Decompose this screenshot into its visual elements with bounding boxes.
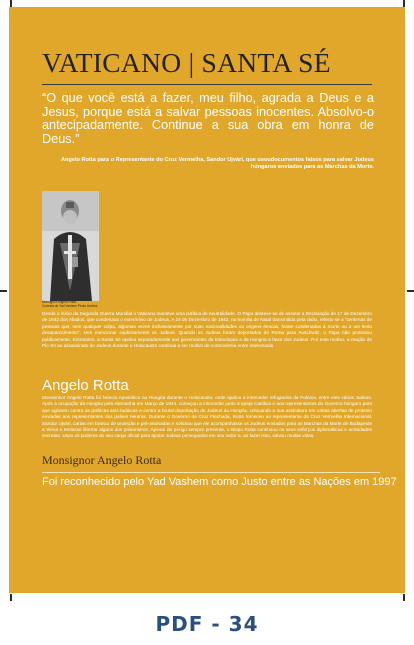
section-heading: Angelo Rotta	[42, 377, 129, 394]
page-title: VATICANO | SANTA SÉ	[42, 47, 331, 78]
crop-mark	[403, 0, 405, 7]
page-number-label: PDF - 34	[155, 612, 259, 636]
honoree-divider	[42, 472, 380, 473]
photo-credit: Monsignor Angelo Rotta Cortesia de Yad Vashem Photo Archive	[42, 300, 98, 308]
quote-text: “O que você está a fazer, meu filho, agrada a Deus e a Jesus, porque está a salvar pessoas inocentes. Absolvo-o antecipadamente. Continue a sua obra em honra de Deus.”	[42, 91, 374, 146]
crop-mark	[10, 594, 12, 601]
portrait-photo	[42, 191, 99, 301]
righteous-recognition: Foi reconhecido pelo Yad Vashem como Justo entre as Nações em 1997	[42, 476, 397, 488]
portrait-illustration	[42, 191, 99, 301]
crop-mark	[10, 0, 12, 7]
title-divider	[42, 84, 372, 85]
honoree-name: Monsignor Angelo Rotta	[42, 453, 162, 467]
crop-mark	[0, 290, 7, 292]
angelo-rotta-paragraph: Monsenhor Angelo Rotta foi Núncio Apostólico na Hungria durante o Holocausto, onde ajudou a interceder refugiados da Polónia, entre eles vários Judeus. Após a ocupação da Hungria pela Alemanha em Março de 1944, começou a interceder junto à Igreja Católica e aos representantes do Governo húngaro para que agissem contra as políticas anti-Judaicas e contra a brutal deportação de Judeus da Hungria, colocando a sua assinatura em cartas abertas de protesto enviadas aos representantes dos países neutros. Durante o Governo da Cruz Flechada, Rotta forneceu ao representante da Cruz Vermelha Internacional, Sandor Ujvári, cartas em branco de proteção e pré-assinadas e solicitou que ele acompanhasse os Judeus enviados para as Marchas da Morte de Budapeste a Viena e tentasse libertar alguns dos prisioneiros. Apesar do perigo sempre presente, o Bispo Rotta continuou os seus esforços diplomáticos e actividades secretas. Usou os poderes do seu cargo oficial para apoiar Judeus perseguidos em seu redor e, ao fazer isso, salvou muitas vidas.	[42, 395, 372, 439]
vatican-history-paragraph: Desde o início da Segunda Guerra Mundial o Vaticano manteve uma política de neutralidade. O Papa absteve-se de assinar a Declaração de 17 de Dezembro de 1942 dos Aliados, que condenava o extermínio de Judeus. A 24 de Dezembro de 1942, na homilia de Natal transmitida pela rádio, referiu-se a “centenas de pessoas que, sem qualquer culpa, algumas vezes inclusivamente por suas nacionalidades ou origens étnicas, foram condenadas à morte ou a um lento desaparecimento”, sem mencionar explicitamente os Judeus. Quando os Judeus foram deportados de Roma para Auschwitz, o Papa não protestou publicamente. Entretanto, a Santa Sé apelou separadamente aos governantes da Eslováquia e da Hungria a favor dos Judeus. Por este motivo, a reação de Pio XII ao assassinato de Judeus durante o Holocausto continua a ser motivo de controvérsia entre intelectuais.	[42, 311, 372, 349]
exhibition-panel	[9, 7, 405, 593]
crop-mark	[407, 290, 414, 292]
crop-mark	[403, 594, 405, 601]
quote-attribution: Angelo Rotta para o Representante do Cruz Vermelha, Sandor Ujvári, que usoudocumentos falsos para salvar Judeus húngaros enviados para as Marchas da Morte.	[60, 157, 374, 171]
